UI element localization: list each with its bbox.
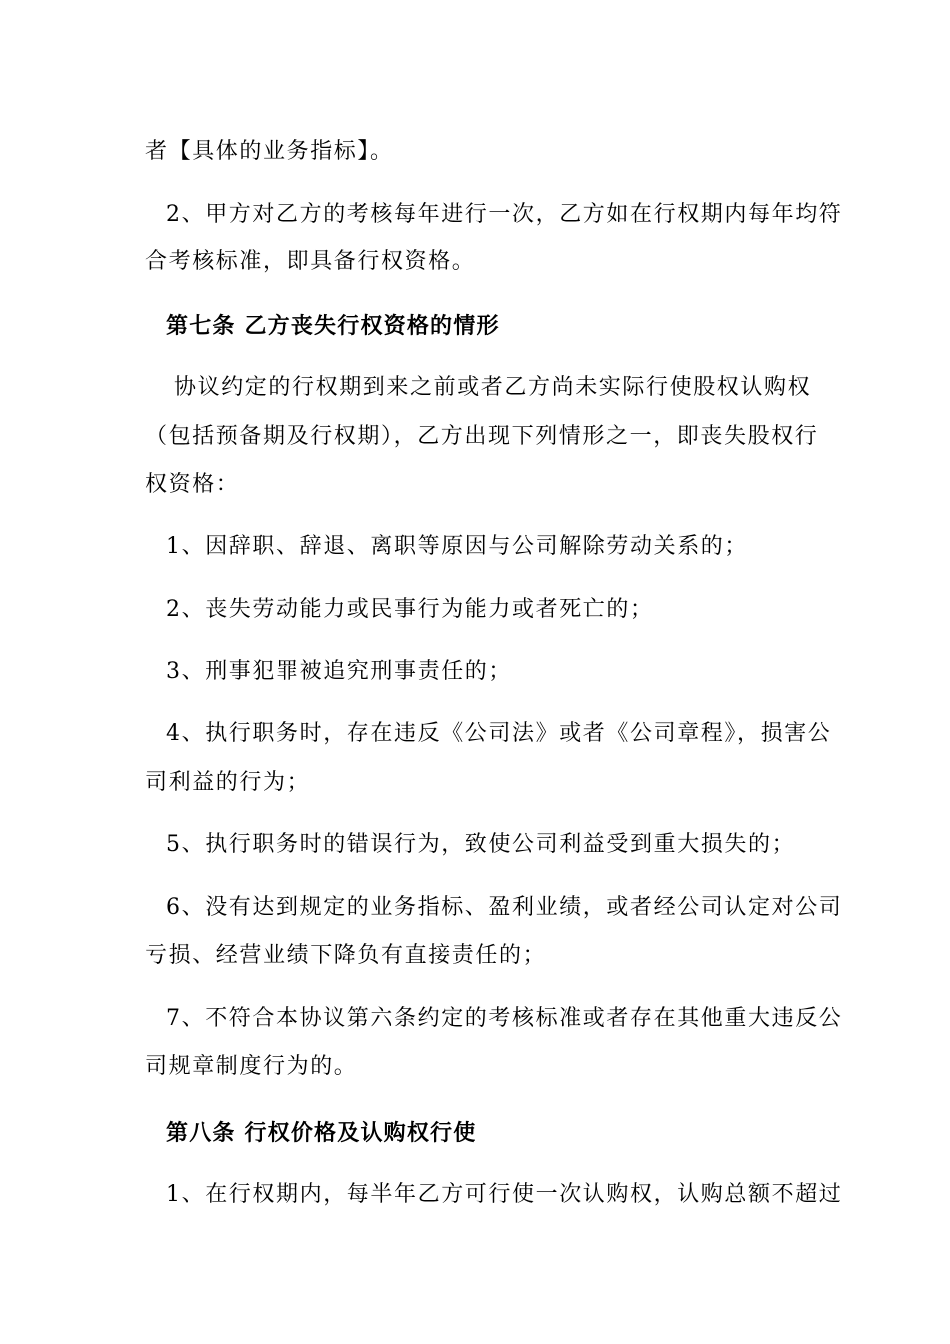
body-text-line: 2、甲方对乙方的考核每年进行一次，乙方如在行权期内每年均符 (166, 202, 843, 227)
list-item-continuation: 司利益的行为； (145, 770, 311, 795)
list-item: 6、没有达到规定的业务指标、盈利业绩，或者经公司认定对公司 (166, 895, 843, 920)
body-text-line: （包括预备期及行权期），乙方出现下列情形之一，即丧失股权行 (145, 424, 819, 449)
body-text-line: 者【具体的业务指标】。 (145, 139, 394, 164)
body-text-line: 协议约定的行权期到来之前或者乙方尚未实际行使股权认购权 (174, 375, 812, 400)
list-item: 5、执行职务时的错误行为，致使公司利益受到重大损失的； (166, 832, 796, 857)
list-item: 4、执行职务时，存在违反《公司法》或者《公司章程》，损害公 (166, 721, 832, 746)
body-text-line: 权资格： (145, 472, 240, 497)
list-item: 2、丧失劳动能力或民事行为能力或者死亡的； (166, 597, 654, 622)
list-item: 7、不符合本协议第六条约定的考核标准或者存在其他重大违反公 (166, 1006, 843, 1031)
list-item-continuation: 亏损、经营业绩下降负有直接责任的； (145, 943, 547, 968)
list-item-continuation: 司规章制度行为的。 (145, 1054, 358, 1079)
list-item: 1、因辞职、辞退、离职等原因与公司解除劳动关系的； (166, 534, 748, 559)
list-item: 3、刑事犯罪被追究刑事责任的； (166, 659, 512, 684)
section-heading-article-7: 第七条 乙方丧失行权资格的情形 (166, 313, 500, 339)
section-heading-article-8: 第八条 行权价格及认购权行使 (166, 1120, 477, 1146)
list-item: 1、在行权期内，每半年乙方可行使一次认购权，认购总额不超过 (166, 1182, 843, 1207)
body-text-line: 合考核标准，即具备行权资格。 (145, 249, 476, 274)
